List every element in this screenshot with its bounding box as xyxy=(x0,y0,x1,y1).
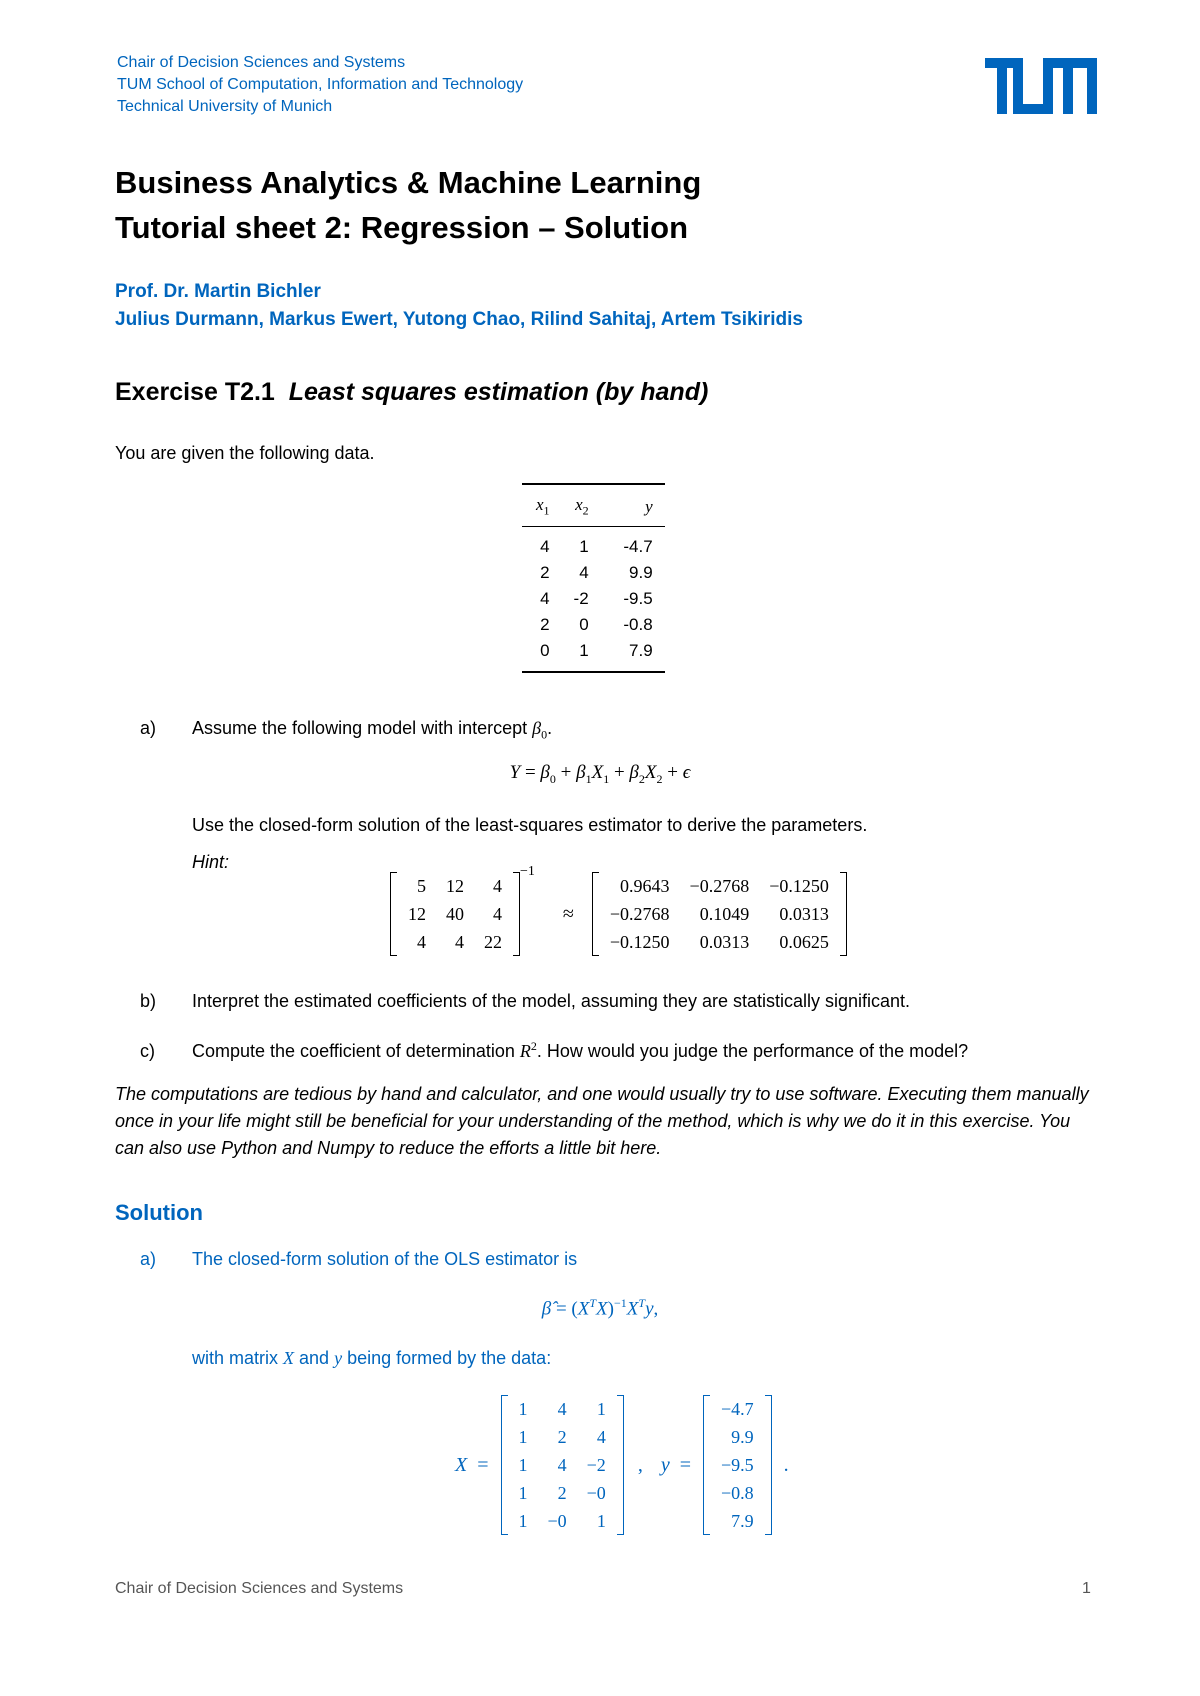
table-cell: -0.8 xyxy=(623,615,653,635)
y-cell: 9.9 xyxy=(731,1426,754,1447)
hint-rhs-cell: 0.0625 xyxy=(779,931,829,952)
y-vector xyxy=(703,1395,772,1535)
hint-rhs-cell: 0.0313 xyxy=(699,931,750,952)
X-row xyxy=(509,1395,616,1423)
col-header-y: y xyxy=(601,485,665,527)
footer-chair: Chair of Decision Sciences and Systems xyxy=(115,1580,404,1597)
approx-sign: ≈ xyxy=(562,902,574,925)
symbol-y: y xyxy=(334,1348,343,1368)
table-cell: 4 xyxy=(579,563,589,583)
hint-rhs-row xyxy=(600,928,839,956)
X-cell: 2 xyxy=(557,1482,567,1503)
y-row xyxy=(711,1423,764,1451)
hint-equation xyxy=(390,864,847,956)
part-c-text-post: . How would you judge the performance of the model? xyxy=(536,1041,969,1061)
y-symbol: y xyxy=(660,1453,670,1476)
exercise-note: The computations are tedious by hand and calculator, and one would usually try to use software. Executing them manually once in your life might still be beneficial for your understanding of the method, which is why we do it in this exercise. You can also use Python and Numpy to reduce the efforts a little bit here. xyxy=(115,1084,1089,1158)
hint-label: Hint: xyxy=(192,852,230,872)
X-cell: 4 xyxy=(557,1454,567,1475)
solution-a-label: a) xyxy=(140,1249,157,1269)
X-cell: 1 xyxy=(518,1426,528,1447)
hint-lhs-cell: 4 xyxy=(455,931,464,952)
hint-lhs-cell: 12 xyxy=(408,903,426,924)
X-cell: 1 xyxy=(518,1454,528,1475)
title-line-1: Business Analytics & Machine Learning xyxy=(115,165,702,200)
part-c-label: c) xyxy=(140,1041,155,1061)
equals-sign-2: = xyxy=(679,1453,691,1476)
X-cell: 1 xyxy=(518,1398,528,1419)
hint-lhs-cell: 4 xyxy=(493,875,502,896)
solution-a-text: The closed-form solution of the OLS estimator is xyxy=(192,1249,578,1269)
with-text-pre: with matrix xyxy=(192,1348,284,1368)
hint-lhs-matrix xyxy=(390,872,520,956)
part-b-label: b) xyxy=(140,991,157,1011)
y-row xyxy=(711,1507,764,1535)
X-row xyxy=(509,1451,616,1479)
X-cell: −0 xyxy=(586,1482,606,1503)
table-cell: 2 xyxy=(540,615,550,635)
part-c-text-pre: Compute the coefficient of determination xyxy=(192,1041,520,1061)
table-cell: 9.9 xyxy=(629,563,653,583)
col-header-x1: $x_1$ xyxy=(522,485,562,527)
hint-rhs-cell: −0.1250 xyxy=(609,931,670,952)
solution-heading: Solution xyxy=(115,1200,203,1225)
table-cell: -4.7 xyxy=(623,537,653,557)
table-row xyxy=(522,586,665,612)
part-a xyxy=(140,715,552,749)
r-squared: R xyxy=(519,1041,531,1061)
table-row xyxy=(522,560,665,586)
table-cell: 0 xyxy=(579,615,589,635)
X-symbol: X xyxy=(455,1453,468,1476)
table-cell: 4 xyxy=(540,589,550,609)
header-affiliation xyxy=(117,52,523,118)
hint-lhs-row xyxy=(398,928,512,956)
symbol-X: X xyxy=(283,1348,295,1368)
header-line-1: Chair of Decision Sciences and Systems xyxy=(117,54,406,71)
y-row xyxy=(711,1479,764,1507)
X-cell: −0 xyxy=(547,1510,567,1531)
part-b xyxy=(140,988,910,1015)
hint-lhs-cell: 5 xyxy=(417,875,426,896)
X-cell: 4 xyxy=(596,1426,606,1447)
model-equation: $Y = \beta_0 + \beta_1X_1 + \beta_2X_2 + \epsilon$ xyxy=(509,762,691,786)
with-text-post: being formed by the data: xyxy=(342,1348,552,1368)
period: . xyxy=(783,1453,789,1476)
X-row xyxy=(509,1507,616,1535)
table-row xyxy=(522,527,665,561)
data-table-body xyxy=(522,527,665,672)
design-matrices xyxy=(455,1395,789,1535)
y-row xyxy=(711,1451,764,1479)
X-cell: 1 xyxy=(518,1510,528,1531)
equals-sign: = xyxy=(477,1453,489,1476)
table-cell: -9.5 xyxy=(623,589,653,609)
table-row xyxy=(522,638,665,671)
exercise-intro: You are given the following data. xyxy=(115,443,375,463)
page-number: 1 xyxy=(1082,1580,1091,1597)
hint-rhs-cell: −0.1250 xyxy=(769,875,829,896)
tutor-names: Julius Durmann, Markus Ewert, Yutong Chao, Rilind Sahitaj, Artem Tsikiridis xyxy=(115,309,803,330)
table-cell: 4 xyxy=(540,537,550,557)
part-a-label: a) xyxy=(140,718,157,738)
hint-lhs-cell: 4 xyxy=(417,931,426,952)
professor-name: Prof. Dr. Martin Bichler xyxy=(115,281,321,302)
y-cell: −4.7 xyxy=(720,1398,754,1419)
hint-lhs-cell: 40 xyxy=(446,903,464,924)
data-table-wrapper xyxy=(522,483,665,673)
page-title xyxy=(115,160,701,250)
hint-lhs-cell: 22 xyxy=(484,931,502,952)
hint-lhs-cell: 12 xyxy=(446,875,464,896)
X-cell: 1 xyxy=(518,1482,528,1503)
ols-formula: β̂ = $(X^TX)^{-1}X^Ty$, xyxy=(541,1296,659,1320)
hint-rhs-cell: 0.1049 xyxy=(699,903,750,924)
exercise-title xyxy=(115,378,708,407)
y-cell: −0.8 xyxy=(720,1482,754,1503)
with-text-mid: and xyxy=(294,1348,335,1368)
table-cell: 0 xyxy=(540,641,550,661)
col-header-x2: $x_2$ xyxy=(562,485,601,527)
X-matrix xyxy=(501,1395,624,1535)
X-cell: 4 xyxy=(557,1398,567,1419)
authors xyxy=(115,278,803,334)
part-b-text: Interpret the estimated coefficients of the model, assuming they are statistically significant. xyxy=(192,991,911,1011)
hint-rhs-cell: −0.2768 xyxy=(689,875,750,896)
comma: , xyxy=(637,1453,643,1476)
hint-lhs-cell: 4 xyxy=(493,903,502,924)
table-cell: 1 xyxy=(579,537,589,557)
exercise-name: Least squares estimation (by hand) xyxy=(288,378,709,406)
hint-rhs-cell: 0.0313 xyxy=(779,903,829,924)
hint-lhs-row xyxy=(398,900,512,928)
inverse-exponent: −1 xyxy=(520,864,535,879)
X-cell: 1 xyxy=(596,1398,606,1419)
part-c: c) Compute the coefficient of determination $R^2$. How would you judge the performance of the model? xyxy=(140,1033,968,1065)
hint-rhs-row xyxy=(600,900,839,928)
y-row xyxy=(711,1395,764,1423)
X-cell: 1 xyxy=(596,1510,606,1531)
exercise-number: Exercise T2.1 xyxy=(115,378,275,406)
X-row xyxy=(509,1479,616,1507)
data-table xyxy=(522,485,665,671)
hint-rhs-row xyxy=(600,872,839,900)
solution-with-text xyxy=(192,1345,551,1372)
hint-lhs-row xyxy=(398,872,512,900)
y-cell: −9.5 xyxy=(720,1454,754,1475)
hint-rhs-cell: −0.2768 xyxy=(609,903,670,924)
header-line-3: Technical University of Munich xyxy=(117,98,333,115)
title-line-2: Tutorial sheet 2: Regression – Solution xyxy=(115,210,689,245)
hint-rhs-matrix xyxy=(592,872,847,956)
table-cell: 2 xyxy=(540,563,550,583)
table-cell: 1 xyxy=(579,641,589,661)
tum-logo xyxy=(985,58,1097,114)
table-cell: -2 xyxy=(573,589,589,609)
y-cell: 7.9 xyxy=(731,1510,754,1531)
hint-rhs-cell: 0.9643 xyxy=(620,875,670,896)
solution-part-a xyxy=(140,1246,577,1273)
X-row xyxy=(509,1423,616,1451)
part-a-text: Assume the following model with intercept $\beta_0$. xyxy=(192,718,553,742)
part-a-instruction: Use the closed-form solution of the least-squares estimator to derive the parameters. xyxy=(192,815,868,835)
X-cell: −2 xyxy=(586,1454,606,1475)
table-cell: 7.9 xyxy=(629,641,653,661)
table-row xyxy=(522,612,665,638)
X-cell: 2 xyxy=(557,1426,567,1447)
header-line-2: TUM School of Computation, Information and Technology xyxy=(117,76,524,93)
model-formula: Y xyxy=(509,762,521,783)
